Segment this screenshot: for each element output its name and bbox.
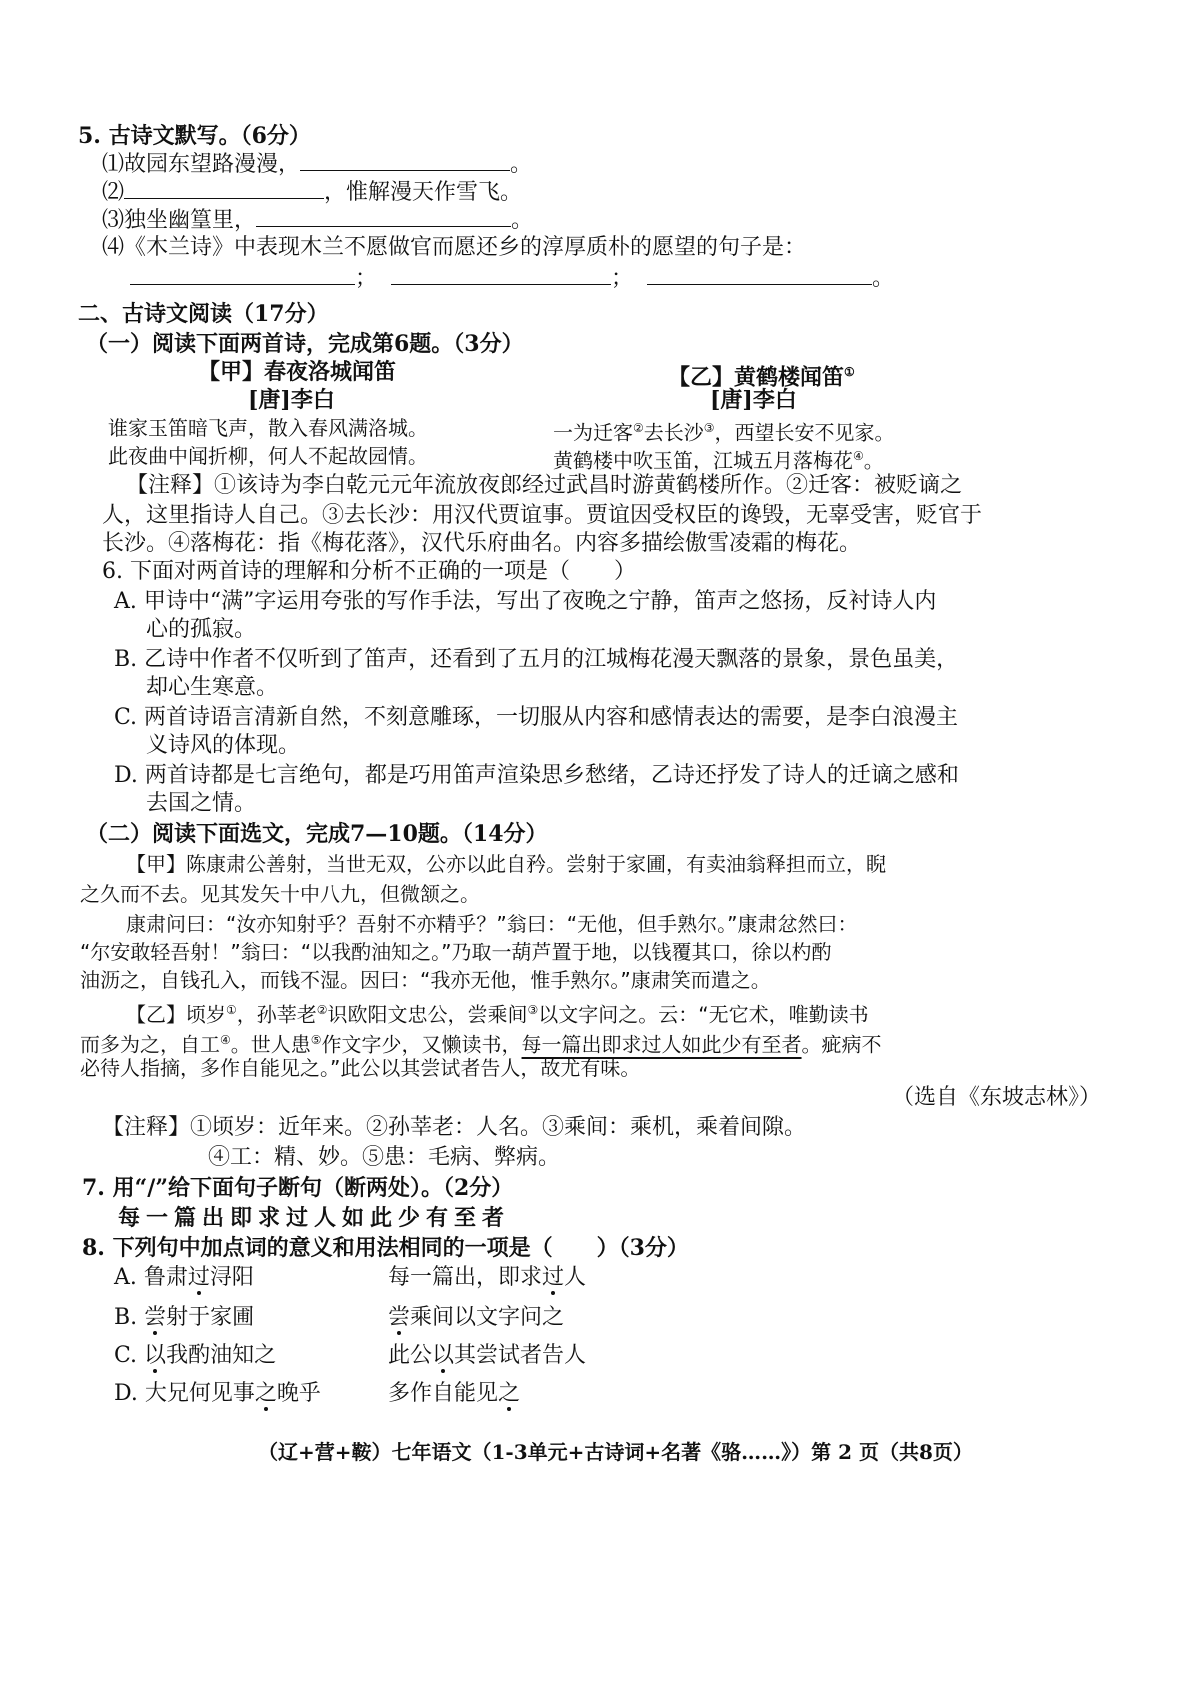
q6-option-a-line-2: 心的孤寂。 <box>146 617 257 642</box>
q8-d-left-pre: 大兄何见事 <box>144 1381 255 1406</box>
passage-b-2a: 而多为之，自工 <box>80 1032 220 1057</box>
poem-b-author: [唐]李白 <box>710 387 797 413</box>
q8-option-c-label: C. <box>114 1343 145 1368</box>
q8-option-b-label: B. <box>114 1305 145 1330</box>
q5-line-3-text: ⑶独坐幽篁里， <box>102 208 257 233</box>
poem-b-line-1-a: 一为迁客 <box>553 420 633 445</box>
poem-b-line-1-c: ，西望长安不见家。 <box>714 420 895 445</box>
q5-title: 5. 古诗文默写。（6分） <box>78 123 311 149</box>
passage-a-line-2: 之久而不去。见其发矢十中八九，但微颔之。 <box>80 882 480 906</box>
q8-c-right-pre: 此公 <box>388 1343 433 1368</box>
q8-a-right-pre: 每一篇出，即求 <box>388 1265 543 1290</box>
passage-b-2c: 作文字少，又懒读书， <box>321 1032 522 1057</box>
notes2-line-2: ④工：精、妙。⑤患：毛病、弊病。 <box>208 1145 561 1170</box>
q5-line-3 <box>102 206 533 235</box>
q8-a-left-post: 浔阳 <box>209 1265 254 1290</box>
poem-b-note-3: ③ <box>703 421 715 435</box>
q8-option-d-right <box>388 1380 520 1408</box>
q6-option-b-line-1: B. 乙诗中作者不仅听到了笛声，还看到了五月的江城梅花漫天飘落的景象，景色虽美， <box>114 647 959 672</box>
q5-line-4: ⑷《木兰诗》中表现木兰不愿做官而愿还乡的淳厚质朴的愿望的句子是： <box>102 235 807 260</box>
q8-b-left-dotted-word: 尝 <box>144 1305 167 1330</box>
passage-a-line-5: 油沥之，自钱孔入，而钱不湿。因曰：“我亦无他，惟手熟尔。”康肃笑而遣之。 <box>80 968 771 992</box>
passage-b-2d: 。疵病不 <box>801 1032 882 1057</box>
q8-b-left-post: 射于家圃 <box>166 1305 255 1330</box>
passage-a-line-4: “尔安敢轻吾射！”翁曰：“以我酌油知之。”乃取一葫芦置于地，以钱覆其口，徐以杓酌 <box>80 940 832 964</box>
poem-b-line-2 <box>553 442 884 475</box>
q8-option-c-right <box>388 1342 586 1370</box>
q6-option-c-line-2: 义诗风的体现。 <box>146 733 301 758</box>
passage-b-note-1: ① <box>226 1003 237 1017</box>
passage-source: （选自《东坡志林》） <box>892 1085 1102 1110</box>
passage-b-note-4: ④ <box>220 1033 231 1047</box>
notes1-line-3: 长沙。④落梅花：指《梅花落》，汉代乐府曲名。内容多描绘傲雪凌霜的梅花。 <box>102 531 862 556</box>
q8-d-left-dotted-word: 之 <box>254 1381 277 1406</box>
q8-d-right-pre: 多作自能见 <box>388 1381 499 1406</box>
poem-b-line-2-b: 。 <box>863 448 884 473</box>
notes1-line-2: 人，这里指诗人自己。③去长沙：用汉代贾谊事。贾谊因受权臣的谗毁，无辜受害，贬官于 <box>102 503 983 528</box>
q8-c-left-dotted-word: 以 <box>144 1343 167 1368</box>
passage-b-note-3: ③ <box>527 1003 539 1017</box>
q6-option-a-line-1: A. 甲诗中“满”字运用夸张的写作手法，写出了夜晚之宁静，笛声之悠扬，反衬诗人内 <box>114 589 937 614</box>
q5-line-2 <box>102 178 522 207</box>
q8-option-b-left <box>114 1304 254 1332</box>
q8-c-left-post: 我酌油知之 <box>166 1343 277 1368</box>
q6-option-b-line-2: 却心生寒意。 <box>146 675 279 700</box>
passage-b-note-2: ② <box>316 1003 328 1017</box>
q8-option-a-right <box>388 1264 586 1292</box>
notes2-line-1: 【注释】①顷岁：近年来。②孙莘老：人名。③乘间：乘机，乘着间隙。 <box>102 1115 807 1140</box>
q8-d-right-dotted-word: 之 <box>498 1381 521 1406</box>
q5-line-1-end: 。 <box>510 152 533 177</box>
q5-sep-2: ； <box>611 266 634 291</box>
poem-b-line-2-a: 黄鹤楼中吹玉笛，江城五月落梅花 <box>553 448 853 473</box>
passage-b-1d: 以文字问之。云：“无它术，唯勤读书 <box>538 1002 869 1027</box>
q5-line-1-text: ⑴故园东望路漫漫， <box>102 152 301 177</box>
q5-end: 。 <box>872 266 895 291</box>
q8-option-d-label: D. <box>114 1381 145 1406</box>
q7-sentence[interactable]: 每一篇出即求过人如此少有至者 <box>118 1205 511 1231</box>
q8-option-a-label: A. <box>114 1265 144 1290</box>
q5-line-2-num: ⑵ <box>102 180 125 205</box>
q5-line-1 <box>102 150 532 179</box>
poem-a-line-2: 此夜曲中闻折柳，何人不起故园情。 <box>108 444 428 468</box>
poem-a-author: [唐]李白 <box>248 387 335 413</box>
q8-b-right-dotted-word: 尝 <box>388 1305 411 1330</box>
q5-line-2-text: ，惟解漫天作雪飞。 <box>324 180 523 205</box>
passage-b-line-3: 必待人指摘，多作自能见之。”此公以其尝试者告人，故尤有味。 <box>80 1056 641 1080</box>
passage-b-note-5: ⑤ <box>310 1033 322 1047</box>
poem-b-note-4: ④ <box>853 449 864 463</box>
poem-b-title-text: 【乙】黄鹤楼闻笛 <box>668 364 845 391</box>
passage-b-line-1 <box>126 996 869 1029</box>
q5-line-4-blanks <box>130 264 894 293</box>
q8-b-right-post: 乘间以文字问之 <box>410 1305 565 1330</box>
q5-blank-4c[interactable] <box>647 264 872 285</box>
q8-option-a-left <box>114 1264 254 1292</box>
poem-b-title-note: ① <box>844 365 855 379</box>
part1-heading: （一）阅读下面两首诗，完成第6题。（3分） <box>86 331 524 357</box>
q5-blank-1[interactable] <box>300 150 510 171</box>
q5-blank-4a[interactable] <box>130 264 355 285</box>
page-footer: （辽+营+鞍）七年语文（1-3单元+古诗词+名著《骆……》）第 2 页（共8页） <box>258 1440 973 1464</box>
q8-c-right-dotted-word: 以 <box>432 1343 455 1368</box>
q8-option-d-left <box>114 1380 321 1408</box>
section2-title: 二、古诗文阅读（17分） <box>78 301 329 327</box>
q6-option-d-line-1: D. 两首诗都是七言绝句，都是巧用笛声渲染思乡愁绪，乙诗还抒发了诗人的迁谪之感和 <box>114 763 959 788</box>
q8-a-left-dotted-word: 过 <box>187 1265 210 1290</box>
passage-b-1a: 【乙】顷岁 <box>126 1002 226 1027</box>
poem-a-line-1: 谁家玉笛暗飞声，散入春风满洛城。 <box>108 416 428 440</box>
q8-option-c-left <box>114 1342 276 1370</box>
q5-line-3-end: 。 <box>511 208 534 233</box>
poem-b-line-1-b: 去长沙 <box>643 420 704 445</box>
q6-stem: 6. 下面对两首诗的理解和分析不正确的一项是（ ） <box>102 559 636 584</box>
notes1-line-1: 【注释】①该诗为李白乾元元年流放夜郎经过武昌时游黄鹤楼所作。②迁客：被贬谪之 <box>126 473 963 498</box>
q6-option-c-line-1: C. 两首诗语言清新自然，不刻意雕琢，一切服从内容和感情表达的需要，是李白浪漫主 <box>114 705 959 730</box>
q8-d-left-post: 晚乎 <box>276 1381 321 1406</box>
passage-a-line-1: 【甲】陈康肃公善射，当世无双，公亦以此自矜。尝射于家圃，有卖油翁释担而立，睨 <box>126 852 886 876</box>
poem-b-note-2: ② <box>633 421 644 435</box>
q8-a-left-pre: 鲁肃 <box>143 1265 188 1290</box>
q5-blank-3[interactable] <box>256 206 511 227</box>
q8-a-right-post: 人 <box>564 1265 587 1290</box>
passage-b-underlined-sentence: 每一篇出即求过人如此少有至者 <box>521 1032 802 1057</box>
q5-sep-1: ； <box>355 266 378 291</box>
q6-option-d-line-2: 去国之情。 <box>146 791 257 816</box>
poem-a-title: 【甲】春夜洛城闻笛 <box>198 359 397 385</box>
q8-c-right-post: 其尝试者告人 <box>454 1343 587 1368</box>
q7-stem: 7. 用“/”给下面句子断句（断两处）。（2分） <box>82 1175 514 1201</box>
q8-stem: 8. 下列句中加点词的意义和用法相同的一项是（ ）（3分） <box>82 1235 689 1261</box>
q5-blank-4b[interactable] <box>391 264 611 285</box>
passage-b-2b: 。世人患 <box>230 1032 311 1057</box>
passage-b-1c: 识欧阳文忠公，尝乘间 <box>327 1002 528 1027</box>
part2-heading: （二）阅读下面选文，完成7—10题。（14分） <box>86 821 548 847</box>
passage-b-1b: ，孙莘老 <box>236 1002 317 1027</box>
q5-blank-2[interactable] <box>124 178 324 199</box>
q8-option-b-right <box>388 1304 564 1332</box>
passage-a-line-3: 康肃问曰：“汝亦知射乎？吾射不亦精乎？”翁曰：“无他，但手熟尔。”康肃忿然曰： <box>126 912 858 936</box>
q8-a-right-dotted-word: 过 <box>542 1265 565 1290</box>
